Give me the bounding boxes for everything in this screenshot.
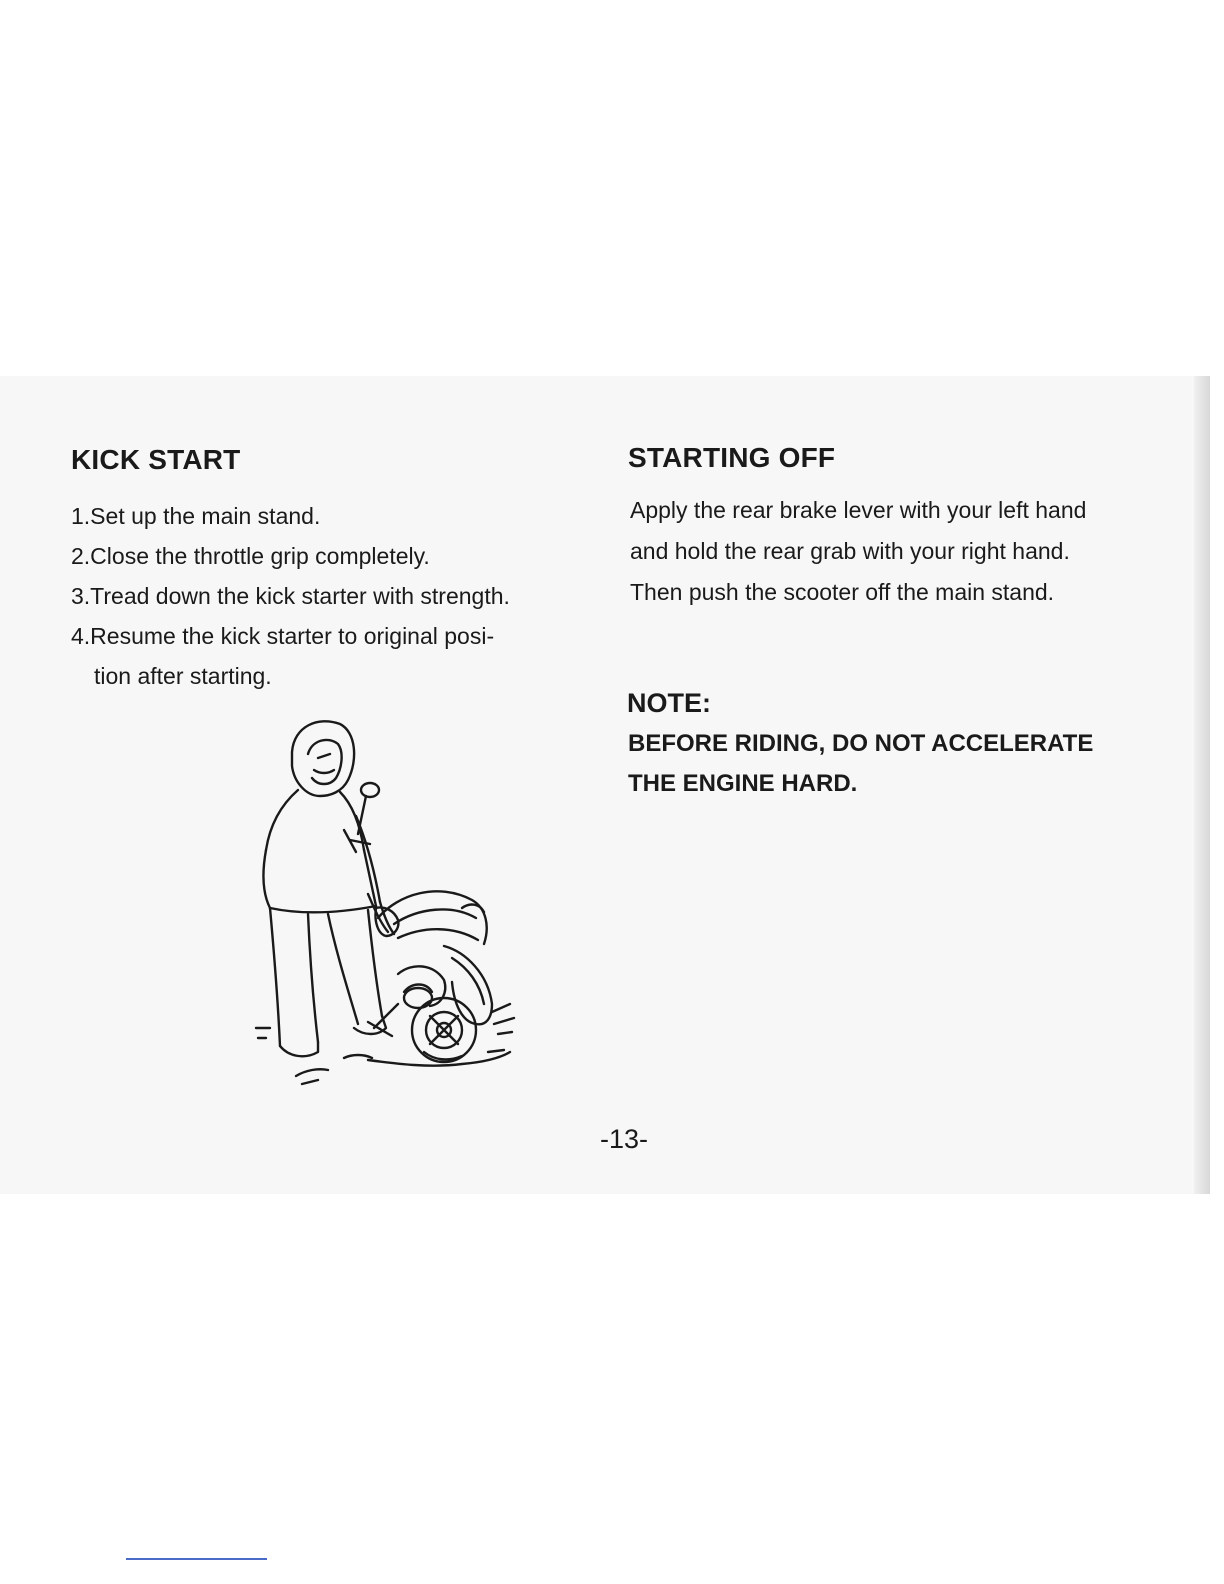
rider-kick-starting-scooter-illustration: [248, 712, 528, 1102]
starting-off-heading: STARTING OFF: [628, 442, 836, 473]
kick-start-step-4: 4.Resume the kick starter to original posi-: [71, 623, 495, 649]
note-line-1: BEFORE RIDING, DO NOT ACCELERATE: [628, 730, 1094, 757]
kick-start-step-4-continued: tion after starting.: [94, 663, 272, 689]
bottom-rule: [126, 1558, 267, 1560]
note-heading: NOTE:: [627, 688, 711, 718]
kick-start-step-1: 1.Set up the main stand.: [71, 503, 321, 529]
starting-off-line-2: and hold the rear grab with your right hand.: [630, 538, 1070, 564]
kick-start-heading: KICK START: [71, 444, 241, 475]
kick-start-step-2: 2.Close the throttle grip completely.: [71, 543, 430, 569]
starting-off-line-3: Then push the scooter off the main stand.: [630, 579, 1055, 605]
starting-off-line-1: Apply the rear brake lever with your left hand: [630, 497, 1087, 523]
note-line-2: THE ENGINE HARD.: [628, 770, 858, 797]
scan-page-edge: [1194, 376, 1210, 1194]
page-number: -13-: [600, 1124, 649, 1154]
kick-start-step-3: 3.Tread down the kick starter with strength.: [71, 583, 510, 609]
